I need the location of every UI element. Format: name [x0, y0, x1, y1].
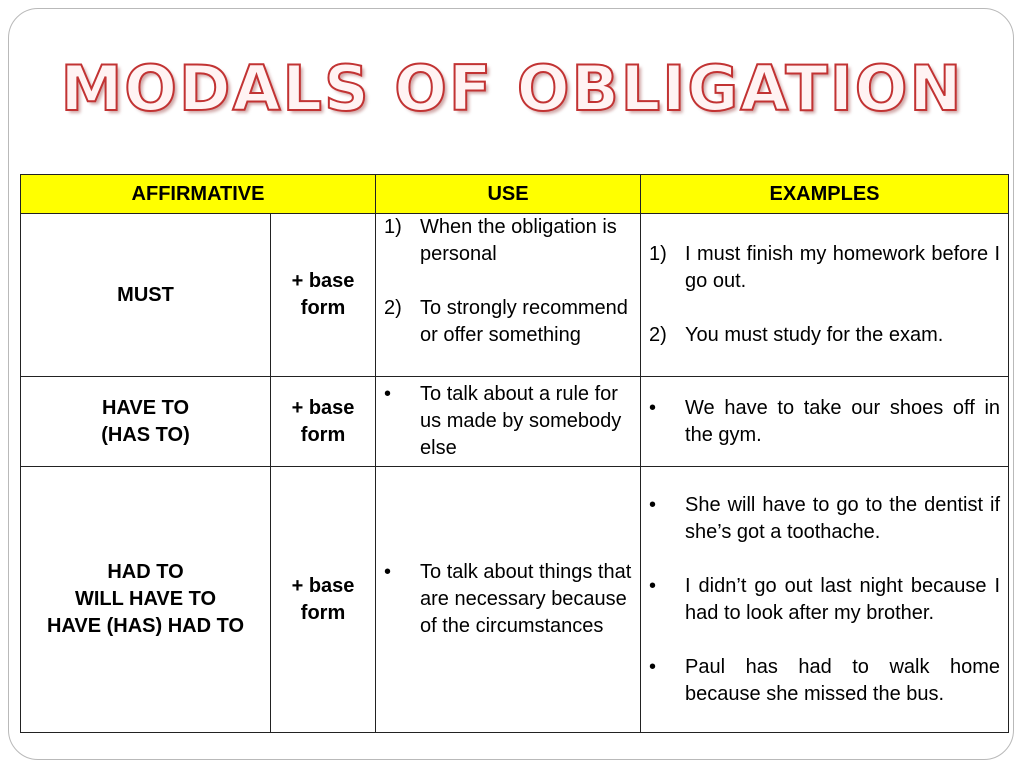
- use-cell: [376, 214, 641, 377]
- header-row: [21, 175, 1009, 214]
- list-item: [649, 322, 1000, 349]
- form-text: + base: [291, 270, 355, 292]
- form-text: form: [300, 601, 346, 624]
- examples-list: [649, 395, 1000, 449]
- use-text: To talk about things that are necessary because of the circumstances: [420, 561, 632, 637]
- use-list: [384, 381, 632, 462]
- example-text: I must finish my homework before I go out.: [685, 243, 1001, 292]
- list-marker: 1): [384, 216, 402, 238]
- example-text: She will have to go to the dentist if she’s got a toothache.: [685, 493, 1001, 543]
- header-use: USE: [376, 175, 641, 214]
- list-item: [649, 395, 1000, 449]
- modals-table: [20, 174, 1009, 733]
- form-text: + base: [291, 396, 355, 419]
- use-list: [384, 214, 632, 349]
- table-row: [21, 214, 1009, 377]
- table-row: [21, 467, 1009, 733]
- list-item: [384, 381, 632, 462]
- form-cell: [271, 467, 376, 733]
- list-item: [649, 573, 1000, 627]
- form-text: form: [300, 423, 346, 446]
- examples-list: [649, 241, 1000, 349]
- header-examples: EXAMPLES: [641, 175, 1009, 214]
- list-item: [384, 559, 632, 640]
- modal-cell: [21, 467, 271, 733]
- modal-name: MUST: [117, 283, 174, 306]
- use-text: To strongly recommend or offer something: [420, 297, 628, 346]
- form-text: form: [300, 297, 346, 319]
- table-row: [21, 377, 1009, 467]
- form-text: + base: [291, 574, 355, 597]
- form-cell: [271, 377, 376, 467]
- list-marker: 2): [649, 324, 667, 346]
- use-list: [384, 559, 632, 640]
- page-title: MODALS OF OBLIGATION: [60, 52, 964, 125]
- list-item: [384, 214, 632, 268]
- header-affirmative: AFFIRMATIVE: [21, 175, 376, 214]
- examples-cell: [641, 214, 1009, 377]
- list-item: [384, 295, 632, 349]
- examples-cell: [641, 467, 1009, 733]
- form-cell: [271, 214, 376, 377]
- bullet-icon: •: [649, 493, 657, 516]
- example-text: You must study for the exam.: [685, 324, 944, 346]
- modal-name: HAVE (HAS) HAD TO: [46, 615, 245, 637]
- modal-cell: [21, 377, 271, 467]
- modal-name: HAVE TO: [101, 396, 190, 419]
- list-item: [649, 492, 1000, 546]
- examples-cell: [641, 377, 1009, 467]
- bullet-icon: •: [649, 655, 657, 678]
- list-item: [649, 241, 1000, 295]
- bullet-icon: •: [384, 561, 392, 583]
- list-item: [649, 654, 1000, 708]
- modal-name: WILL HAVE TO: [74, 588, 217, 610]
- bullet-icon: •: [649, 396, 657, 419]
- use-cell: [376, 467, 641, 733]
- modal-name: (HAS TO): [101, 423, 190, 446]
- modal-cell: [21, 214, 271, 377]
- example-text: I didn’t go out last night because I had to look after my brother.: [685, 574, 1001, 624]
- list-marker: 1): [649, 243, 667, 265]
- use-cell: [376, 377, 641, 467]
- example-text: Paul has had to walk home because she missed the bus.: [685, 655, 1001, 705]
- bullet-icon: •: [384, 383, 392, 405]
- examples-list: [649, 492, 1000, 708]
- modal-name: HAD TO: [107, 561, 184, 583]
- use-text: When the obligation is personal: [420, 216, 617, 265]
- use-text: To talk about a rule for us made by somebody else: [420, 383, 622, 459]
- list-marker: 2): [384, 297, 402, 319]
- bullet-icon: •: [649, 574, 657, 597]
- example-text: We have to take our shoes off in the gym.: [685, 396, 1001, 446]
